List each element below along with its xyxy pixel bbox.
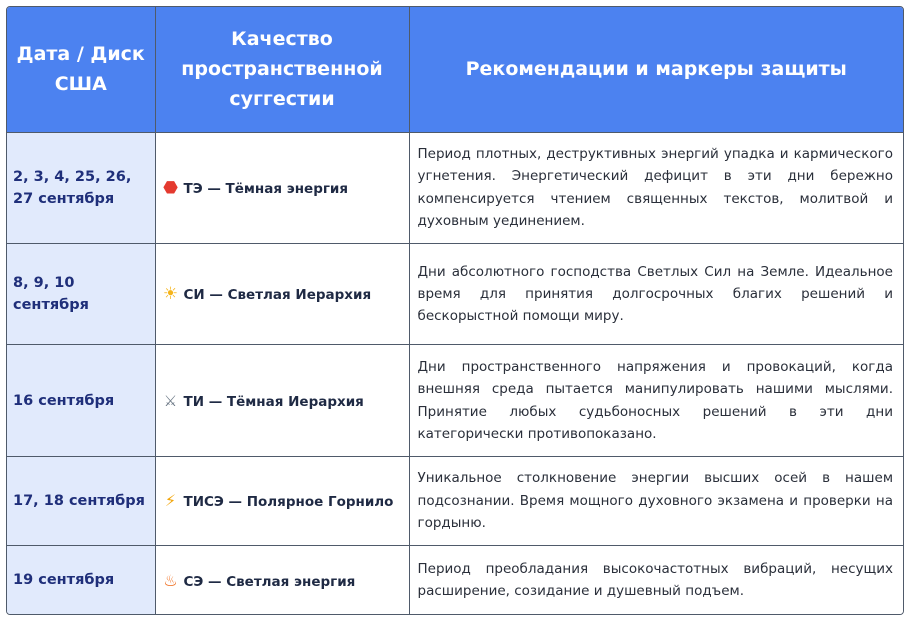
date-cell: 16 сентября <box>7 345 155 456</box>
quality-label: СЭ — Светлая энергия <box>183 573 356 590</box>
date-cell: 17, 18 сентября <box>7 456 155 545</box>
description-cell: Период преобладания высокочастотных вибраций, несущих расширение, созидание и душевный подъем. <box>409 546 903 614</box>
date-cell: 8, 9, 10 сентября <box>7 243 155 344</box>
quality-cell <box>155 132 409 243</box>
quality-cell <box>155 345 409 456</box>
schedule-table-container <box>6 6 904 615</box>
table-row <box>7 132 903 243</box>
schedule-table <box>7 7 903 614</box>
fire-icon: ♨ <box>163 570 178 590</box>
header-row <box>7 7 903 132</box>
table-row <box>7 345 903 456</box>
date-cell: 2, 3, 4, 25, 26, 27 сентября <box>7 132 155 243</box>
quality-cell <box>155 456 409 545</box>
header-recommendations: Рекомендации и маркеры защиты <box>409 7 903 132</box>
description-cell: Уникальное столкновение энергии высших осей в нашем подсознании. Время мощного духовного экзамена и проверки на гордыню. <box>409 456 903 545</box>
table-row <box>7 243 903 344</box>
description-cell: Дни абсолютного господства Светлых Сил на Земле. Идеальное время для принятия долгосрочных благих решений и бескорыстной помощи миру. <box>409 243 903 344</box>
header-quality: Качество пространственной суггестии <box>155 7 409 132</box>
quality-label: ТИ — Тёмная Иерархия <box>183 393 364 410</box>
header-date: Дата / Диск США <box>7 7 155 132</box>
lightning-icon: ⚡ <box>164 491 177 511</box>
quality-cell <box>155 243 409 344</box>
sun-icon: ☀ <box>162 284 179 305</box>
quality-cell <box>155 546 409 614</box>
crossed-swords-icon: ⚔ <box>163 391 178 410</box>
quality-label: ТЭ — Тёмная энергия <box>183 180 349 197</box>
quality-label: ТИСЭ — Полярное Горнило <box>183 494 394 511</box>
description-cell: Дни пространственного напряжения и провокаций, когда внешняя среда пытается манипулировать нашими мыслями. Принятие любых судьбоносных решений в эти дни категорически противопоказано. <box>409 345 903 456</box>
table-row <box>7 456 903 545</box>
stop-sign-icon: ⬣ <box>163 177 178 198</box>
description-cell: Период плотных, деструктивных энергий упадка и кармического угнетения. Энергетический дефицит в эти дни бережно компенсируется чтением священных текстов, молитвой и духовным уединением. <box>409 132 903 243</box>
table-row <box>7 546 903 614</box>
quality-label: СИ — Светлая Иерархия <box>183 287 372 304</box>
date-cell: 19 сентября <box>7 546 155 614</box>
